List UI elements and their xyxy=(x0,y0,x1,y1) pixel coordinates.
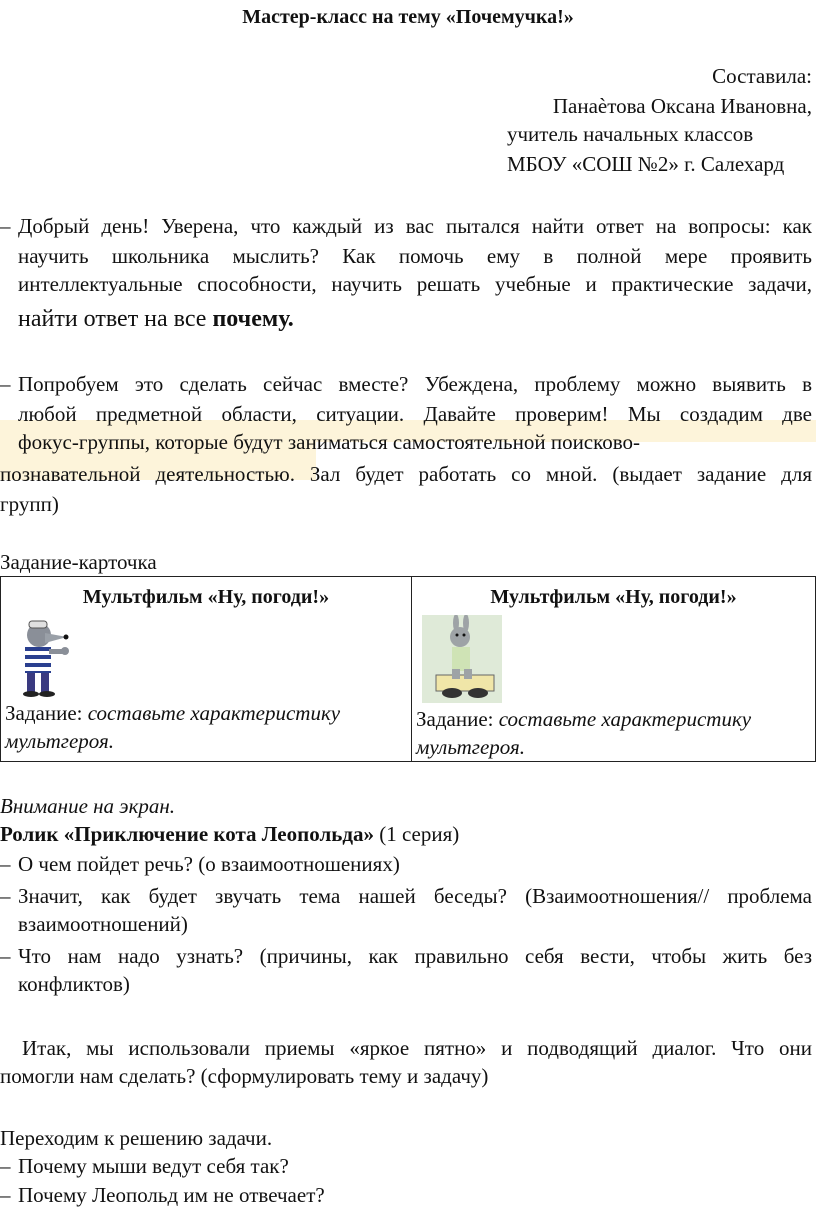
hare-cartoon-image xyxy=(422,615,502,703)
card-heading: Задание-карточка xyxy=(0,550,157,574)
attention-text: Внимание на экран. xyxy=(0,794,176,818)
text-emphasis: почему. xyxy=(212,306,294,332)
video-name: Ролик «Приключение кота Леопольда» xyxy=(0,822,374,846)
list-dash: – xyxy=(0,214,11,238)
list-dash: – xyxy=(0,372,11,396)
text-line: познавательной деятельностью. Зал будет работать со мной. (выдает задание для xyxy=(0,462,812,486)
list-dash: – xyxy=(0,1183,11,1207)
task-text: мультгероя. xyxy=(5,729,115,753)
author-school: МБОУ «СОШ №2» г. Салехард xyxy=(507,152,785,176)
task-text: составьте характеристику xyxy=(498,707,752,731)
list-item-continuation: взаимоотношений) xyxy=(18,912,188,936)
author-position: учитель начальных классов xyxy=(507,122,754,146)
task-label: Задание: xyxy=(416,707,494,731)
wolf-cartoon-image xyxy=(11,615,73,697)
text-line: Попробуем это сделать сейчас вместе? Убеждена, проблему можно выявить в xyxy=(18,372,812,396)
list-item: О чем пойдет речь? (о взаимоотношениях) xyxy=(18,852,400,876)
task-cards-table xyxy=(0,576,816,762)
text-line: групп) xyxy=(0,492,59,516)
list-item: Значит, как будет звучать тема нашей беседы? (Взаимоотношения// проблема xyxy=(18,884,812,908)
summary-line: помогли нам сделать? (сформулировать тему и задачу) xyxy=(0,1064,489,1088)
task-label: Задание: xyxy=(5,701,83,725)
list-item-continuation: конфликтов) xyxy=(18,972,130,996)
text-line: фокус-группы, которые будут заниматься самостоятельной поисково- xyxy=(18,430,641,454)
task-text: составьте характеристику xyxy=(87,701,341,725)
card-task xyxy=(5,699,407,755)
text-line: Добрый день! Уверена, что каждый из вас пытался найти ответ на вопросы: как xyxy=(18,214,812,238)
task-card xyxy=(412,577,816,762)
list-item: Почему мыши ведут себя так? xyxy=(18,1154,289,1178)
document-title: Мастер-класс на тему «Почемучка!» xyxy=(242,6,574,28)
transition-text: Переходим к решению задачи. xyxy=(0,1126,273,1150)
text-plain: найти ответ на все xyxy=(18,306,207,332)
card-title: Мультфильм «Ну, погоди!» xyxy=(490,586,737,608)
list-dash: – xyxy=(0,944,11,968)
author-label: Составила: xyxy=(712,64,812,88)
list-item: Что нам надо узнать? (причины, как правильно себя вести, чтобы жить без xyxy=(18,944,812,968)
card-title: Мультфильм «Ну, погоди!» xyxy=(82,586,330,608)
video-title xyxy=(0,820,459,848)
text-line: научить школьника мыслить? Как помочь ему в полной мере проявить xyxy=(18,244,812,268)
text-line: любой предметной области, ситуации. Давайте проверим! Мы создадим две xyxy=(18,402,812,426)
list-dash: – xyxy=(0,852,11,876)
task-card xyxy=(1,577,412,762)
list-dash: – xyxy=(0,884,11,908)
task-text: мультгероя. xyxy=(416,735,526,759)
summary-line: Итак, мы использовали приемы «яркое пятно» и подводящий диалог. Что они xyxy=(22,1036,812,1060)
video-episode: (1 серия) xyxy=(379,822,460,846)
card-task xyxy=(416,705,811,761)
text-line xyxy=(18,303,294,335)
author-name: Панаѐтова Оксана Ивановна, xyxy=(552,94,812,118)
attention-note xyxy=(0,792,175,820)
text-line: интеллектуальные способности, научить решать учебные и практические задачи, xyxy=(18,272,812,296)
list-dash: – xyxy=(0,1154,11,1178)
list-item: Почему Леопольд им не отвечает? xyxy=(18,1183,325,1207)
